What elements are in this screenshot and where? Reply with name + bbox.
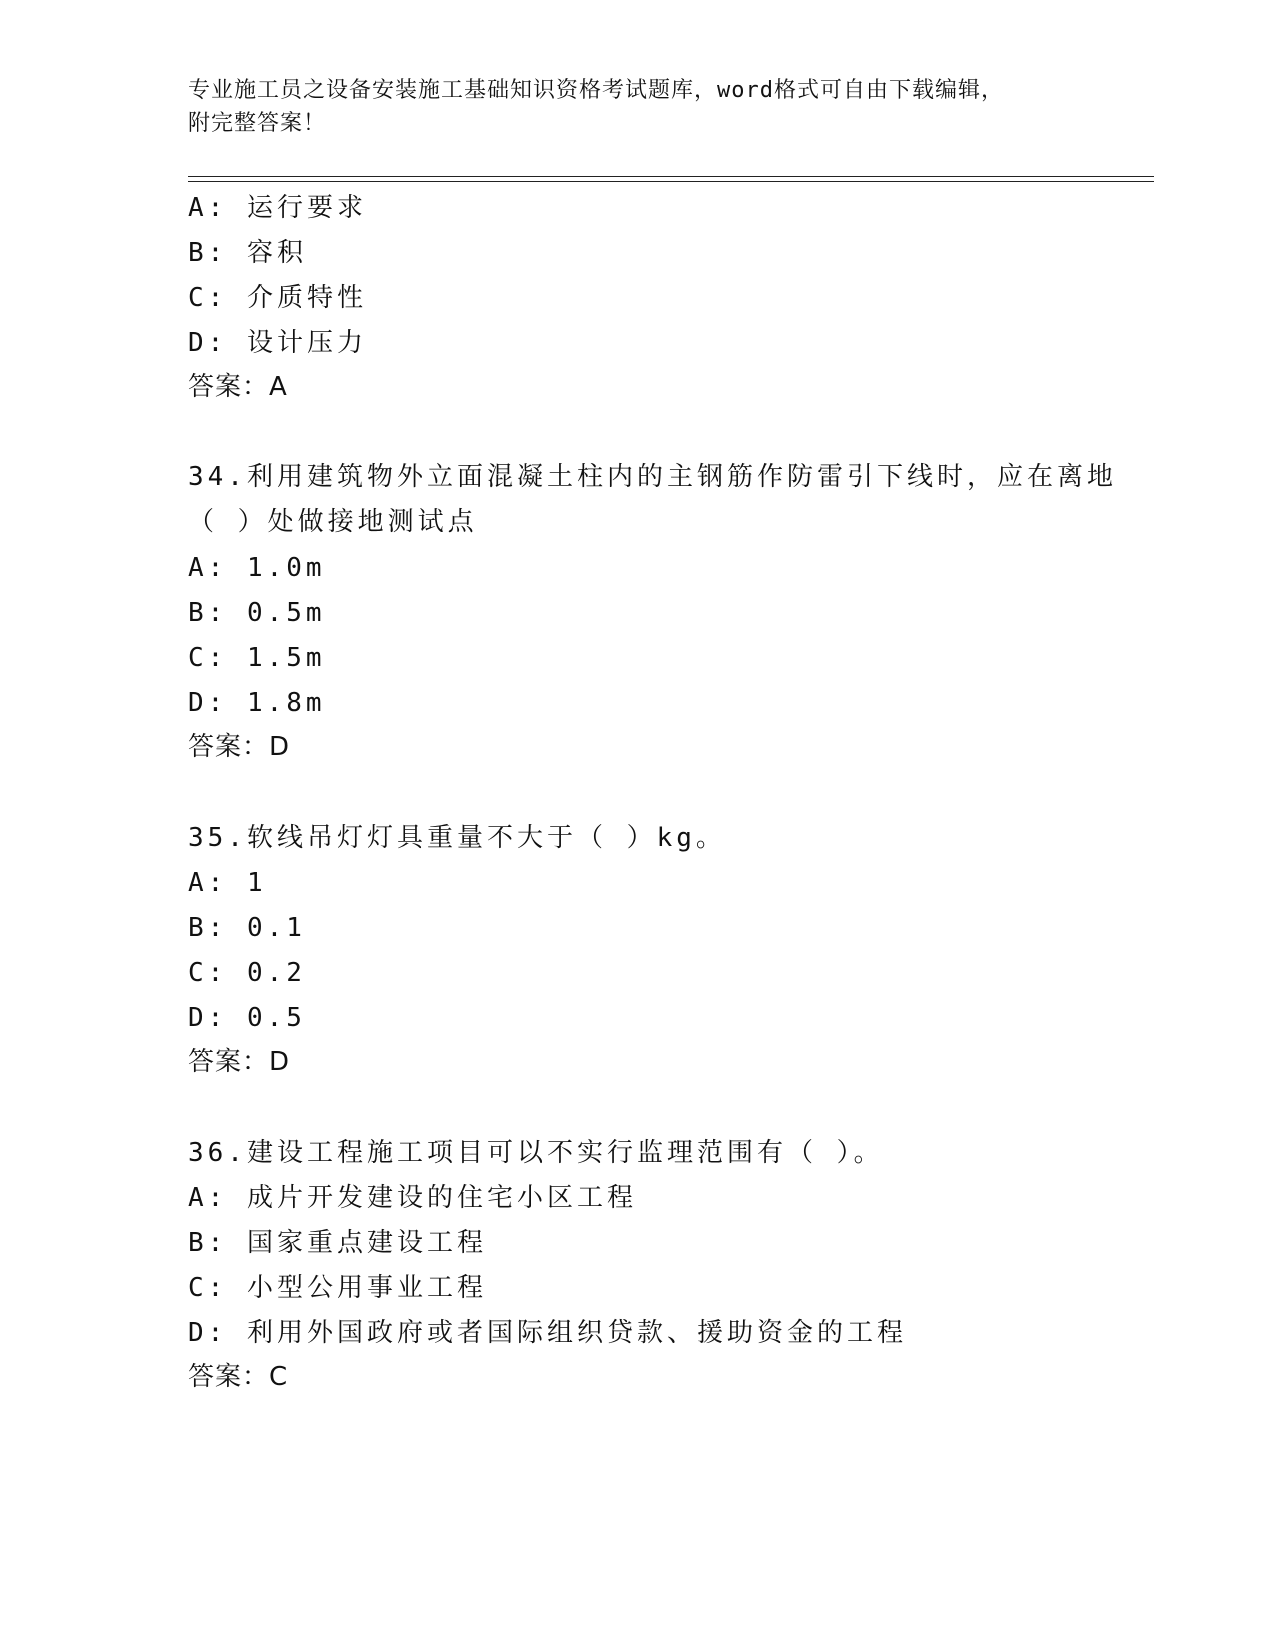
q34-option-c: C: 1.5m	[188, 643, 326, 673]
q34-stem-line-2: （ ）处做接地测试点	[188, 507, 478, 537]
q35-answer: 答案：D	[188, 1047, 291, 1077]
q33-option-b: B: 容积	[188, 238, 307, 268]
q33-option-d: D: 设计压力	[188, 328, 367, 358]
q34-option-a: A: 1.0m	[188, 553, 326, 583]
q33-option-a: A: 运行要求	[188, 193, 367, 223]
q33-option-c: C: 介质特性	[188, 283, 367, 313]
q36-option-b: B: 国家重点建设工程	[188, 1228, 487, 1258]
q36-option-a: A: 成片开发建设的住宅小区工程	[188, 1183, 637, 1213]
q34-option-d: D: 1.8m	[188, 688, 326, 718]
q35-stem: 35.软线吊灯灯具重量不大于（ ）kg。	[188, 823, 726, 853]
header-line-2: 附完整答案！	[188, 111, 327, 136]
q35-option-c: C: 0.2	[188, 958, 306, 988]
q33-answer: 答案：A	[188, 372, 288, 402]
q35-option-b: B: 0.1	[188, 913, 306, 943]
document-header	[188, 74, 1088, 140]
header-divider-bottom	[188, 181, 1154, 182]
q34-answer: 答案：D	[188, 732, 291, 762]
q35-option-d: D: 0.5	[188, 1003, 306, 1033]
header-divider-top	[188, 176, 1154, 177]
header-line-1: 专业施工员之设备安装施工基础知识资格考试题库，word格式可自由下载编辑，	[188, 78, 1004, 103]
q36-option-c: C: 小型公用事业工程	[188, 1273, 487, 1303]
q34-stem-line-1: 34.利用建筑物外立面混凝土柱内的主钢筋作防雷引下线时，应在离地	[188, 462, 1117, 492]
q36-option-d: D: 利用外国政府或者国际组织贷款、援助资金的工程	[188, 1318, 907, 1348]
q36-answer: 答案：C	[188, 1362, 289, 1392]
q34-option-b: B: 0.5m	[188, 598, 326, 628]
q36-stem: 36.建设工程施工项目可以不实行监理范围有（ ）。	[188, 1138, 884, 1168]
q35-option-a: A: 1	[188, 868, 267, 898]
